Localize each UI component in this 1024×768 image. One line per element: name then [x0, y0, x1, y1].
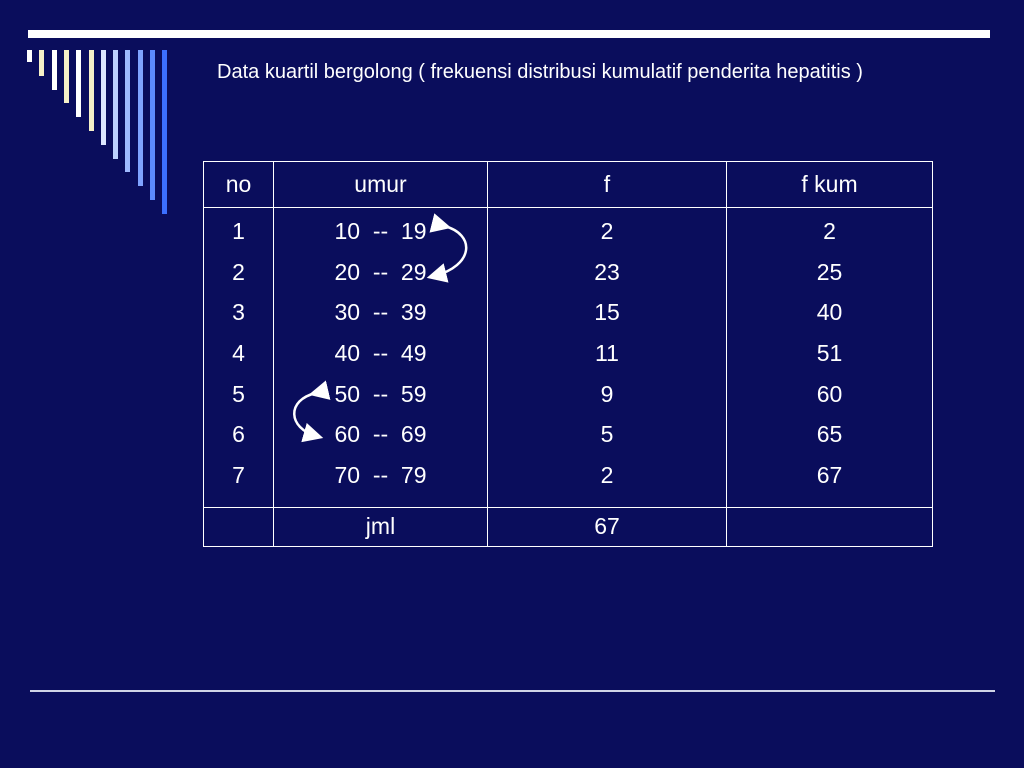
row-fkum: 40	[816, 299, 843, 326]
row-no: 1	[232, 218, 245, 244]
row-umur: 70 -- 79	[334, 462, 427, 489]
row-umur: 60 -- 69	[334, 421, 427, 448]
row-f: 11	[595, 340, 619, 367]
row-fkum: 2	[823, 218, 836, 244]
row-no: 3	[232, 299, 245, 326]
row-f: 9	[600, 380, 614, 407]
row-no: 7	[232, 462, 245, 489]
row-umur: 40 -- 49	[334, 340, 427, 367]
row-no: 4	[232, 340, 245, 367]
bottom-divider-line	[30, 690, 995, 692]
row-f: 2	[600, 462, 614, 489]
row-fkum: 51	[816, 340, 843, 367]
row-no: 6	[232, 421, 245, 448]
header-umur: umur	[274, 162, 488, 208]
row-fkum: 65	[816, 421, 843, 448]
row-umur: 50 -- 59	[334, 380, 427, 407]
row-fkum: 60	[816, 380, 843, 407]
row-umur: 10 -- 19	[334, 218, 427, 244]
row-no: 2	[232, 258, 245, 285]
row-f: 2	[600, 218, 614, 244]
row-fkum: 67	[816, 462, 843, 489]
curved-arrow-icon	[434, 226, 466, 276]
curved-arrow-icon	[294, 393, 316, 436]
header-f: f	[488, 162, 727, 208]
row-fkum: 25	[816, 258, 843, 285]
row-f: 5	[600, 421, 614, 448]
slide-title: Data kuartil bergolong ( frekuensi distribusi kumulatif penderita hepatitis )	[217, 61, 863, 83]
footer-total-f: 67	[488, 507, 727, 546]
header-fkum: f kum	[727, 162, 933, 208]
row-umur: 20 -- 29	[334, 258, 427, 285]
row-umur: 30 -- 39	[334, 299, 427, 326]
header-no: no	[204, 162, 274, 208]
row-f: 23	[594, 258, 620, 285]
footer-jml-label: jml	[274, 507, 488, 546]
row-f: 15	[594, 299, 620, 326]
row-no: 5	[232, 380, 245, 407]
